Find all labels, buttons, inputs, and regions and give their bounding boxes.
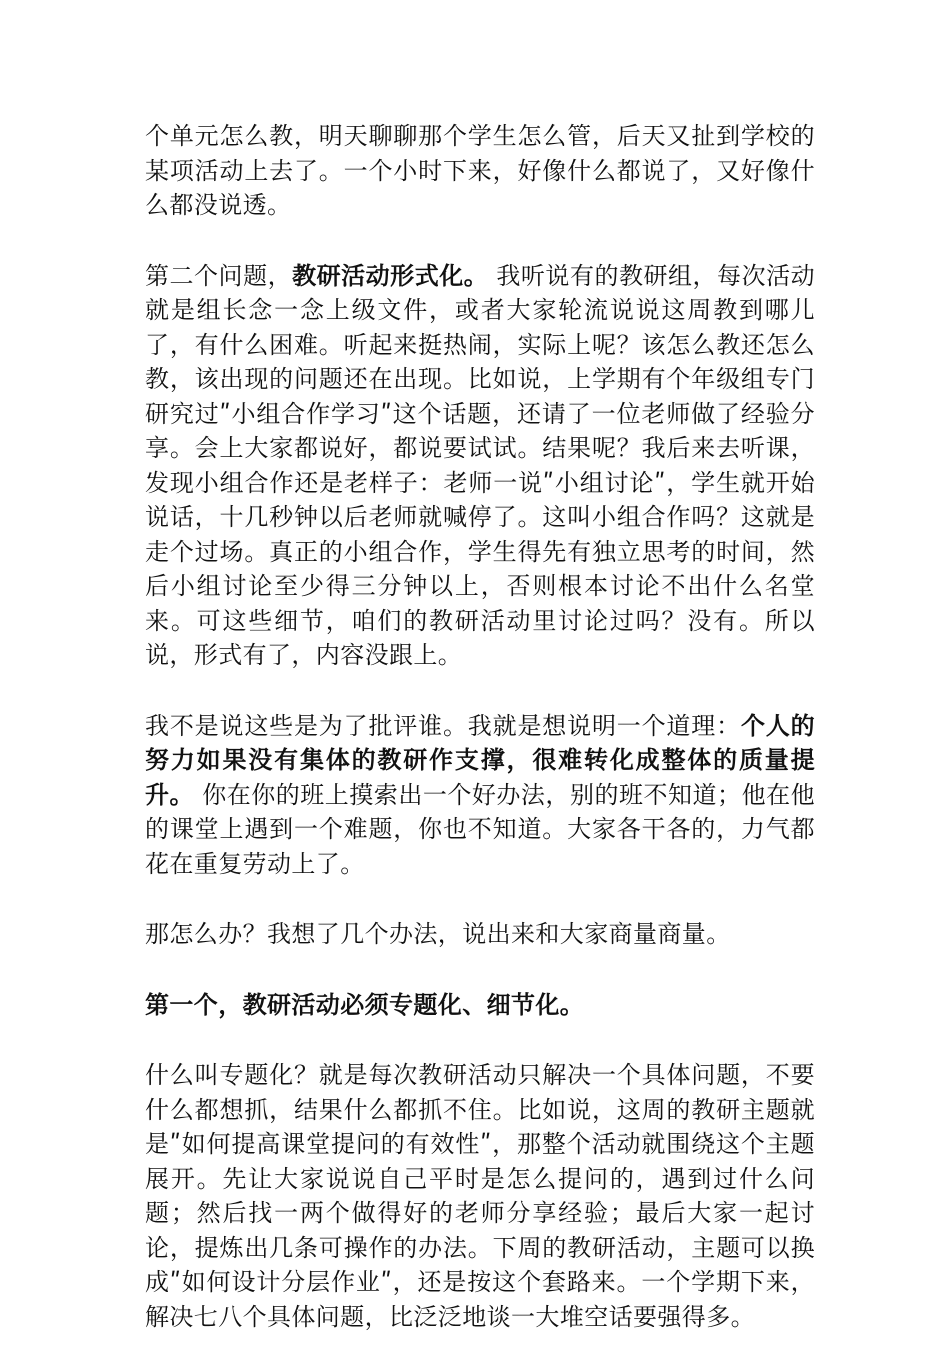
paragraph-text: 你在你的班上摸索出一个好办法，别的班不知道；他在他的课堂上遇到一个难题，你也不知道。大家各干各的，力气都花在重复劳动上了。 — [145, 780, 815, 878]
paragraph-text: 那怎么办？我想了几个办法，说出来和大家商量商量。 — [145, 920, 731, 948]
paragraph-intro-continuation — [145, 119, 815, 223]
heading-text: 第一个，教研活动必须专题化、细节化。 — [145, 989, 585, 1019]
paragraph-text: 什么叫专题化？就是每次教研活动只解决一个具体问题，不要什么都想抓，结果什么都抓不住。比如说，这周的教研主题就是ʺ如何提高课堂提问的有效性ʺ，那整个活动就围绕这个主题展开。先让大家说说自己平时是怎么提问的，遇到过什么问题；然后找一两个做得好的老师分享经验；最后大家一起讨论，提炼出几条可操作的办法。下周的教研活动，主题可以换成ʺ如何设计分层作业ʺ，还是按这个套路来。一个学期下来，解决七八个具体问题，比泛泛地谈一大堆空话要强得多。 — [145, 1061, 815, 1331]
paragraph-text: 第二个问题， — [145, 261, 293, 290]
document-page — [145, 119, 815, 1370]
section-heading-first-measure — [145, 988, 815, 1023]
paragraph-question — [145, 917, 815, 952]
emphasis-text: 教研活动形式化。 — [292, 260, 489, 290]
paragraph-specialization — [145, 1058, 815, 1334]
paragraph-text: 我不是说这些是为了批评谁。我就是想说明一个道理： — [145, 711, 741, 740]
paragraph-principle — [145, 709, 815, 882]
paragraph-text: 我听说有的教研组，每次活动就是组长念一念上级文件，或者大家轮流说说这周教到哪儿了，有什么困难。听起来挺热闹，实际上呢？该怎么教还怎么教，该出现的问题还在出现。比如说，上学期有个年级组专门研究过ʺ小组合作学习ʺ这个话题，还请了一位老师做了经验分享。会上大家都说好，都说要试试。结果呢？我后来去听课，发现小组合作还是老样子：老师一说ʺ小组讨论ʺ，学生就开始说话，十几秒钟以后老师就喊停了。这叫小组合作吗？这就是走个过场。真正的小组合作，学生得先有独立思考的时间，然后小组讨论至少得三分钟以上，否则根本讨论不出什么名堂来。可这些细节，咱们的教研活动里讨论过吗？没有。所以说，形式有了，内容没跟上。 — [145, 261, 815, 669]
emphasis-text: 个人的努力如果没有集体的教研作支撑，很难转化成整体的质量提升。 — [145, 710, 815, 809]
paragraph-text: 个单元怎么教，明天聊聊那个学生怎么管，后天又扯到学校的某项活动上去了。一个小时下来，好像什么都说了，又好像什么都没说透。 — [145, 122, 815, 219]
paragraph-second-problem — [145, 259, 815, 673]
